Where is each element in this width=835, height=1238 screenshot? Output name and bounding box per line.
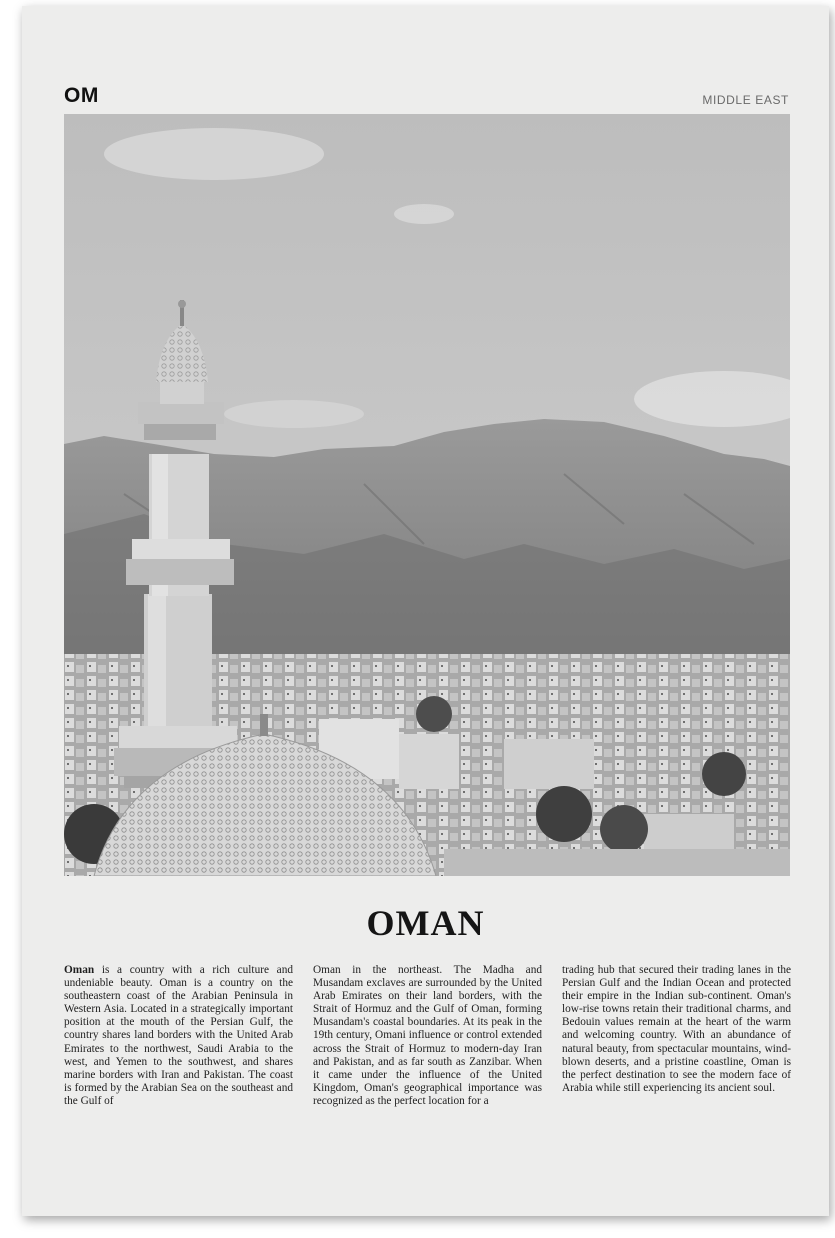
tree bbox=[416, 696, 452, 732]
cloud bbox=[224, 400, 364, 428]
cloud bbox=[394, 204, 454, 224]
tree bbox=[702, 752, 746, 796]
building bbox=[644, 814, 734, 854]
country-code: OM bbox=[64, 84, 99, 107]
text-column-2: Oman in the northeast. The Madha and Musandam exclaves are surrounded by the United Arab Emirates on their land borders, with the Strait of Hormuz and the Gulf of Oman, forming Musandam's coastal boundaries. At its peak in the 19th century, Omani influence or control extended across the Strait of Hormuz to modern-day Iran and Pakistan, and as far south as Zanzibar. When it came under the influence of the United Kingdom, Oman's geographical importance was recognized as the perfect location for a bbox=[313, 964, 542, 1107]
cloud bbox=[104, 128, 324, 180]
building bbox=[504, 739, 594, 789]
city-photo-illustration bbox=[64, 114, 790, 876]
intro-bold-word: Oman bbox=[64, 964, 95, 976]
city-photo bbox=[64, 114, 790, 876]
tree bbox=[536, 786, 592, 842]
poster bbox=[22, 6, 829, 1216]
description-columns bbox=[64, 964, 791, 1108]
region-label: MIDDLE EAST bbox=[702, 93, 789, 107]
column-1-body: is a country with a rich culture and undeniable beauty. Oman is a country on the southeastern coast of the Arabian Peninsula in Western Asia. Located in a strategically important position at the mouth of the Persian Gulf, the country shares land borders with the United Arab Emirates to the northwest, Saudi Arabia to the west, and Yemen to the southwest, and shares marine borders with Iran and Pakistan. The coast is formed by the Arabian Sea on the southeast and the Gulf of bbox=[64, 964, 293, 1107]
tree bbox=[600, 805, 648, 853]
text-column-3: trading hub that secured their trading lanes in the Persian Gulf and the Indian Ocean and protected their empire in the Indian sub-continent. Oman's low-rise towns retain their traditional charms, and Bedouin values remain at the heart of the warm and welcoming country. With an abundance of natural beauty, from spectacular mountains, wind-blown deserts, and a pristine coastline, Oman is the perfect destination to see the modern face of Arabia while still experiencing its ancient soul. bbox=[562, 964, 791, 1094]
building bbox=[399, 734, 459, 789]
text-column-1 bbox=[64, 964, 293, 1108]
wall bbox=[444, 849, 790, 876]
page-title: OMAN bbox=[366, 903, 485, 943]
